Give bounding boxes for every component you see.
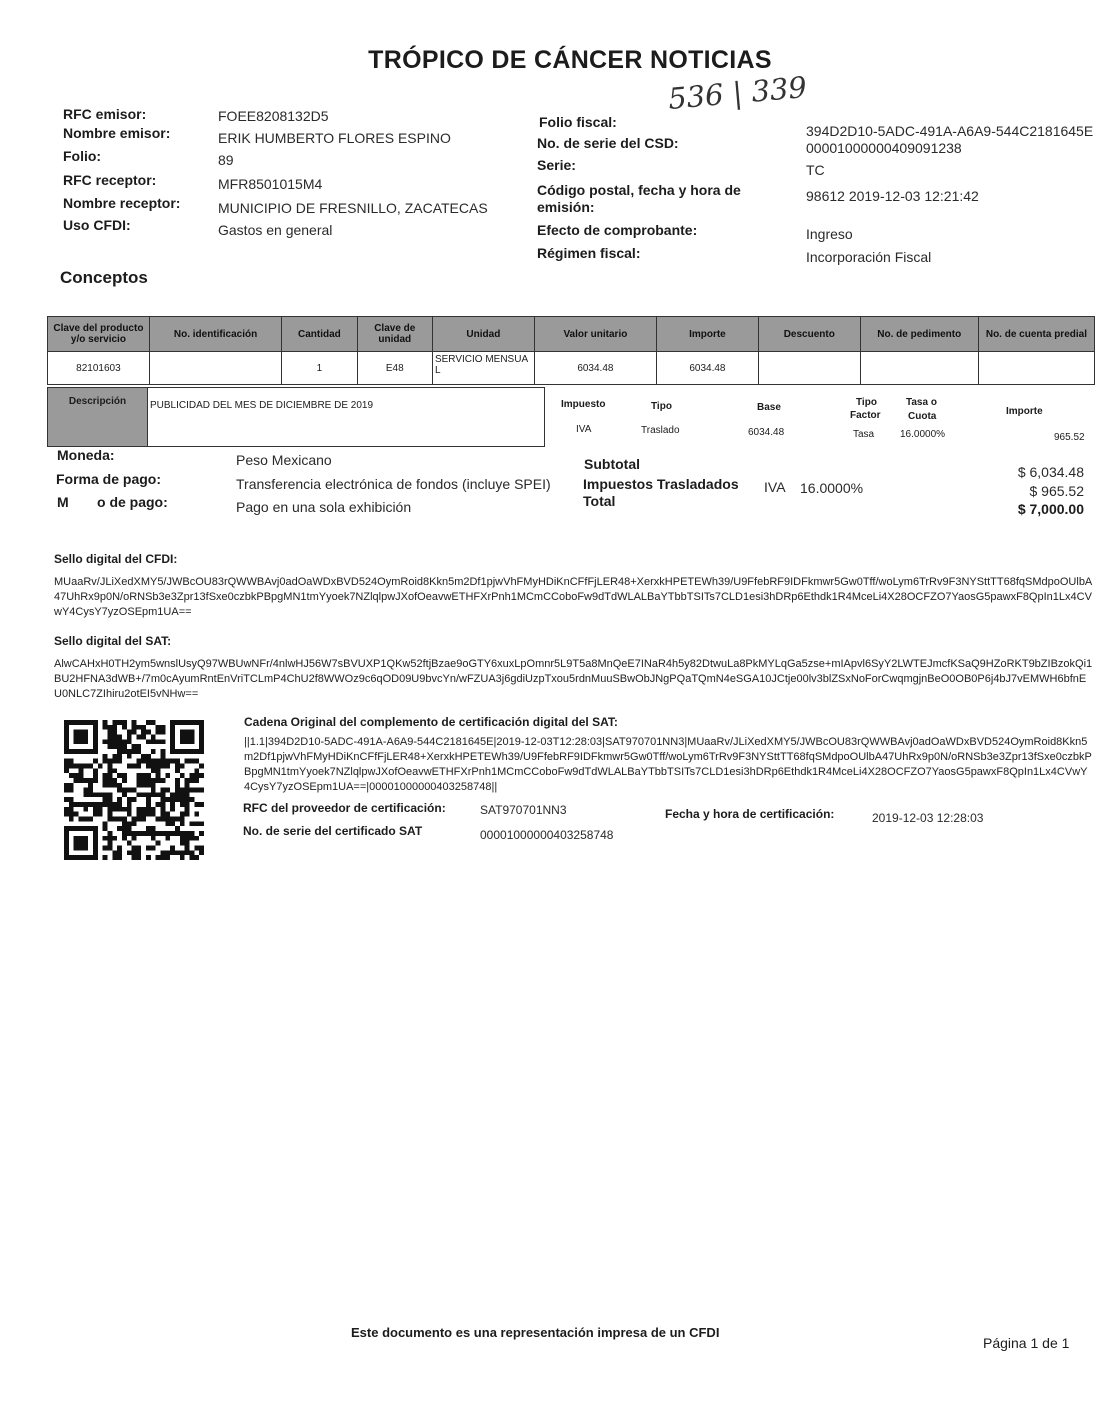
cell-clave: 82101603 [48,352,150,385]
cadena-label: Cadena Original del complemento de certificación digital del SAT: [244,715,618,729]
page-number: Página 1 de 1 [983,1335,1070,1351]
importe-impuesto-value: 965.52 [1054,432,1085,443]
nombre-emisor-label: Nombre emisor: [63,125,171,141]
impuesto-header: Impuesto [561,399,606,410]
tipo-factor-header: Tipo [856,397,877,408]
sello-sat-label: Sello digital del SAT: [54,634,172,648]
col-header-clave-unidad: Clave de unidad [357,317,432,352]
cell-descuento [758,352,860,385]
cp-fecha-label: Código postal, fecha y hora de [537,182,741,198]
sello-cfdi-label: Sello digital del CFDI: [54,552,178,566]
nombre-receptor-label: Nombre receptor: [63,195,181,211]
col-header-pedimento: No. de pedimento [860,317,978,352]
tipo-value: Traslado [641,425,680,436]
importe-impuesto-header: Importe [1006,406,1043,417]
subtotal-label: Subtotal [584,456,640,472]
conceptos-header-row [48,317,1095,352]
cell-importe: 6034.48 [657,352,759,385]
regimen-label: Régimen fiscal: [537,245,641,261]
handwritten-note: 536 | 339 [666,70,809,116]
moneda-value: Peso Mexicano [236,452,332,468]
subtotal-value: $ 6,034.48 [1017,464,1084,480]
serie-certificado-sat-label: No. de serie del certificado SAT [243,824,423,838]
rfc-proveedor-label: RFC del proveedor de certificación: [243,801,446,815]
serie-label: Serie: [537,157,576,173]
tasa-header-2: Cuota [908,411,937,422]
cell-identificacion [149,352,281,385]
col-header-identificacion: No. identificación [149,317,281,352]
cell-valor-unitario: 6034.48 [534,352,656,385]
descripcion-table [47,387,545,447]
base-value: 6034.48 [748,427,785,438]
tasa-value: 16.0000% [900,429,946,440]
folio-fiscal-value: 394D2D10-5ADC-491A-A6A9-544C2181645E [806,123,1094,139]
impuesto-value: IVA [576,424,592,435]
cell-cuenta-predial [978,352,1094,385]
rfc-proveedor-value: SAT970701NN3 [480,803,567,817]
impuestos-value: $ 965.52 [1029,483,1084,499]
conceptos-table [47,316,1095,385]
folio-fiscal-label: Folio fiscal: [539,114,617,130]
col-header-cuenta-predial: No. de cuenta predial [978,317,1094,352]
rfc-emisor-value: FOEE8208132D5 [218,108,329,124]
cp-fecha-label-2: emisión: [537,199,595,215]
tipo-header: Tipo [651,401,672,412]
col-header-cantidad: Cantidad [282,317,357,352]
forma-pago-value: Transferencia electrónica de fondos (incluye SPEI) [236,476,551,492]
moneda-label: Moneda: [57,447,115,463]
total-value: $ 7,000.00 [1017,501,1084,517]
forma-pago-label: Forma de pago: [56,471,162,487]
col-header-clave: Clave del producto y/o servicio [48,317,150,352]
fecha-certificacion-value: 2019-12-03 12:28:03 [872,811,984,825]
sello-sat-value: AlwCAHxH0TH2ym5wnslUsyQ97WBUwNFr/4nlwHJ56W7sBVUXP1QKw52ftjBzae9oGTY6xuxLpOmnr5L9T5a8MnQeE7INaR4h5y82DtwuLa8PkMYLqGa5zse+mIApvl6SyY2LWTEJmcfKSaQ9HZoRKT9bZIBzokQi1BU2HFNA3dWB+/7m0cAyumRntEnVriTCLmP4ChU2f8WWOz9c6qOD09U9bvcYn/wFZUA3j6gdiUzpTxou5rdnMuuSBwObJNgPQaTQmN4eSGA10JCtje00lv3blZSxNoForCwqmgjnBeO0OB0P6j4bJ7vEMWH6bfnEU0NLC7ZIhiru2otEI5vNHw== [54,658,1093,700]
nombre-receptor-value: MUNICIPIO DE FRESNILLO, ZACATECAS [218,200,488,216]
tipo-factor-header-2: Factor [850,410,881,421]
rfc-receptor-label: RFC receptor: [63,172,157,188]
serie-csd-value: 00001000000409091238 [806,140,962,156]
sello-cfdi-value: MUaaRv/JLiXedXMY5/JWBcOU83rQWWBAvj0adOaWDxBVD524OymRoid8Kkn5m2Df1pjwVhFMyHDiKnCFfFjLER48+XerxkHPETEWh39/U9FfebRF9IDFkmwr5Gw0Tff/woLym6TrRv9F3NYSttTT68fqSMdpoOUlbA47UhRx9p0N/oRNSb3e3Zpr13fSxe0czbkPBpgMN1tmYyoek7NZlqlpwJXofOeavwETHFXrPnh1MCmCCoboFw9dTdWLALBaYTbbTSITs7CLD1esi3hDRp6Ethdk1R4MceLi4X28OCFZO7YaosG5pawxF8QpIn1Lx4CVwY4CysY7yzOSEpm1UA== [54,576,1093,618]
descripcion-label: Descripción [48,388,148,447]
footer-note: Este documento es una representación impresa de un CFDI [351,1325,720,1340]
cp-fecha-value: 98612 2019-12-03 12:21:42 [806,188,979,204]
total-label: Total [583,493,616,509]
cadena-value: ||1.1|394D2D10-5ADC-491A-A6A9-544C2181645E|2019-12-03T12:28:03|SAT970701NN3|MUaaRv/JLiXedXMY5/JWBcOU83rQWWBAvj0adOaWDxBVD524OymRoid8Kkn5m2Df1pjwVhFMyHDiKnCFfFjLER48+XerxkHPETEWh39/U9FfebRF9IDFkmwr5Gw0Tff/woLym6TrRv9F3NYSttTT68fqSMdpoOUlbA47UhRx9p0N/oRNSb3e3Zpr13fSxe0czbkPBpgMN1tmYyoek7NZlqlpwJXofOeavwETHFXrPnh1MCmCCoboFw9dTdWLALBaYTbbTSITs7CLD1esi3hDRp6Ethdk1R4MceLi4X28OCFZO7YaosG5pawxF8QpIn1Lx4CVwY4CysY7yzOSEpm1UA==|00001000000403258748|| [244,736,1092,793]
rfc-receptor-value: MFR8501015M4 [218,176,323,192]
cell-unidad: SERVICIO MENSUAL [432,352,534,385]
uso-cfdi-label: Uso CFDI: [63,217,131,233]
serie-csd-label: No. de serie del CSD: [537,135,679,151]
uso-cfdi-value: Gastos en general [218,222,333,238]
descripcion-value: PUBLICIDAD DEL MES DE DICIEMBRE DE 2019 [148,388,545,447]
metodo-pago-label-b: o de pago: [97,494,168,510]
regimen-value: Incorporación Fiscal [806,249,932,265]
tipo-factor-value: Tasa [853,429,875,440]
iva-label: IVA [764,479,786,495]
page-title: TRÓPICO DE CÁNCER NOTICIAS [368,46,772,74]
col-header-unidad: Unidad [432,317,534,352]
cell-clave-unidad: E48 [357,352,432,385]
col-header-descuento: Descuento [758,317,860,352]
folio-value: 89 [218,152,234,168]
nombre-emisor-value: ERIK HUMBERTO FLORES ESPINO [218,130,451,146]
serie-certificado-sat-value: 00001000000403258748 [480,828,614,842]
fecha-certificacion-label: Fecha y hora de certificación: [665,807,835,821]
cell-pedimento [860,352,978,385]
qr-code-image [64,720,204,860]
metodo-pago-value: Pago en una sola exhibición [236,499,412,515]
serie-value: TC [806,162,825,178]
tasa-header: Tasa o [906,397,937,408]
col-header-importe: Importe [657,317,759,352]
folio-label: Folio: [63,148,102,164]
base-header: Base [757,402,781,413]
rfc-emisor-label: RFC emisor: [63,106,147,122]
table-row [48,352,1095,385]
col-header-valor-unitario: Valor unitario [534,317,656,352]
iva-rate: 16.0000% [800,480,864,496]
impuestos-trasladados-label: Impuestos Trasladados [583,476,739,492]
cell-cantidad: 1 [282,352,357,385]
metodo-pago-label-a: M [57,494,69,510]
efecto-label: Efecto de comprobante: [537,222,698,238]
efecto-value: Ingreso [806,226,853,242]
conceptos-heading: Conceptos [60,268,148,287]
